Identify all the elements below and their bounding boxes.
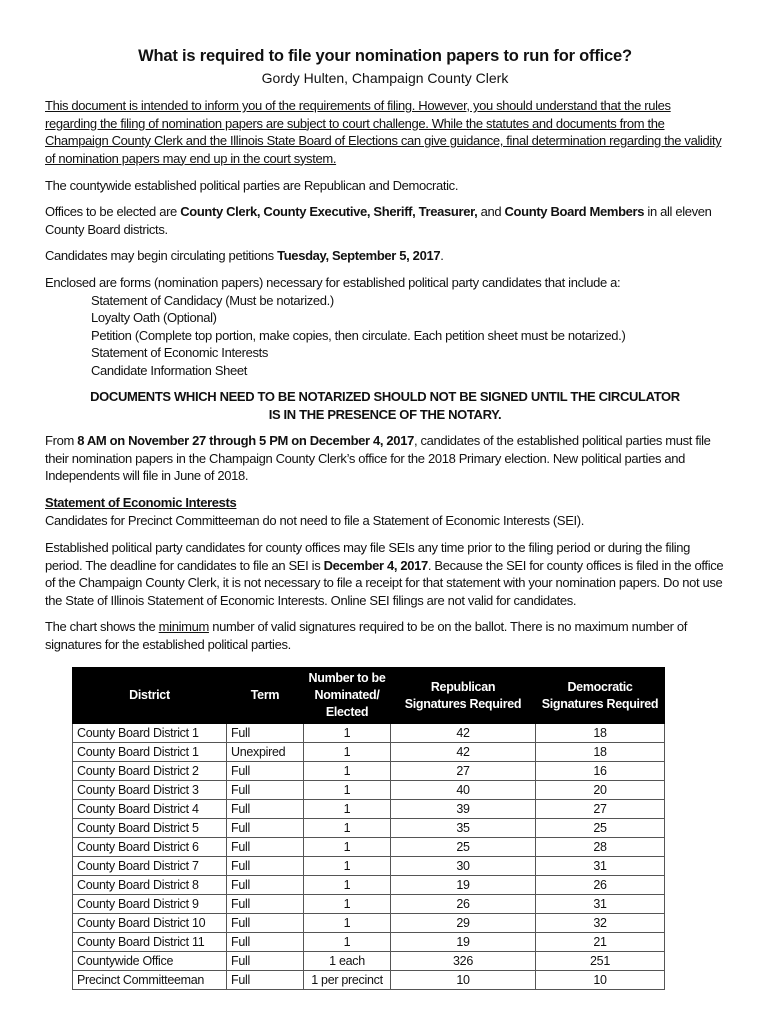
cell-term: Full — [227, 914, 304, 933]
cell-district: County Board District 3 — [73, 781, 227, 800]
signatures-table — [72, 667, 665, 990]
cell-number: 1 — [304, 895, 391, 914]
cell-term: Full — [227, 971, 304, 990]
cell-term: Full — [227, 952, 304, 971]
cell-district: County Board District 5 — [73, 819, 227, 838]
disclaimer-paragraph: This document is intended to inform you of the requirements of filing. However, you should understand that the rules regarding the filing of nomination papers are subject to court challenge. While the statutes and documents from the Champaign County Clerk and the Illinois State Board of Elections can give guidance, final determination regarding the validity of nomination papers may end up in the court system. — [45, 98, 722, 166]
table-row — [73, 971, 665, 990]
cell-dem: 251 — [536, 952, 665, 971]
cell-district: County Board District 2 — [73, 762, 227, 781]
cell-dem: 18 — [536, 743, 665, 762]
cell-number: 1 — [304, 838, 391, 857]
cell-district: County Board District 1 — [73, 724, 227, 743]
cell-district: County Board District 4 — [73, 800, 227, 819]
table-row — [73, 933, 665, 952]
cell-rep: 326 — [391, 952, 536, 971]
table-row — [73, 819, 665, 838]
cell-term: Full — [227, 895, 304, 914]
cell-number: 1 each — [304, 952, 391, 971]
cell-term: Full — [227, 838, 304, 857]
cell-dem: 27 — [536, 800, 665, 819]
table-row — [73, 857, 665, 876]
table-row — [73, 952, 665, 971]
cell-term: Full — [227, 800, 304, 819]
chart-intro-paragraph: The chart shows the minimum number of valid signatures required to be on the ballot. There is no maximum number of signatures for the established political parties. — [45, 619, 687, 652]
cell-district: County Board District 8 — [73, 876, 227, 895]
cell-number: 1 — [304, 819, 391, 838]
cell-dem: 21 — [536, 933, 665, 952]
page-title: What is required to file your nomination papers to run for office? — [138, 47, 632, 65]
cell-number: 1 — [304, 857, 391, 876]
cell-dem: 18 — [536, 724, 665, 743]
cell-rep: 39 — [391, 800, 536, 819]
cell-dem: 26 — [536, 876, 665, 895]
header-republican: Republican Signatures Required — [391, 668, 536, 724]
cell-term: Full — [227, 876, 304, 895]
list-item: Statement of Candidacy (Must be notarized.) — [91, 292, 334, 308]
header-number: Number to be Nominated/ Elected — [304, 668, 391, 724]
cell-dem: 32 — [536, 914, 665, 933]
cell-number: 1 per precinct — [304, 971, 391, 990]
cell-dem: 10 — [536, 971, 665, 990]
cell-rep: 26 — [391, 895, 536, 914]
cell-number: 1 — [304, 743, 391, 762]
filing-period-paragraph: From 8 AM on November 27 through 5 PM on December 4, 2017, candidates of the established political parties must file their nomination papers in the Champaign County Clerk’s office for the 2018 Primary election. New political parties and Independents will file in June of 2018. — [45, 433, 711, 483]
cell-dem: 20 — [536, 781, 665, 800]
table-header-row — [73, 668, 665, 724]
cell-rep: 42 — [391, 724, 536, 743]
cell-term: Full — [227, 762, 304, 781]
circulate-paragraph: Candidates may begin circulating petitions Tuesday, September 5, 2017. — [45, 248, 444, 263]
cell-dem: 25 — [536, 819, 665, 838]
header-democratic: Democratic Signatures Required — [536, 668, 665, 724]
header-district: District — [73, 668, 227, 724]
cell-dem: 31 — [536, 857, 665, 876]
cell-number: 1 — [304, 781, 391, 800]
cell-district: County Board District 10 — [73, 914, 227, 933]
cell-dem: 28 — [536, 838, 665, 857]
page-subtitle: Gordy Hulten, Champaign County Clerk — [261, 70, 509, 86]
cell-district: Countywide Office — [73, 952, 227, 971]
cell-term: Full — [227, 724, 304, 743]
cell-number: 1 — [304, 724, 391, 743]
cell-district: County Board District 11 — [73, 933, 227, 952]
cell-rep: 29 — [391, 914, 536, 933]
table-row — [73, 800, 665, 819]
cell-dem: 31 — [536, 895, 665, 914]
sei-section — [45, 494, 725, 529]
cell-district: County Board District 1 — [73, 743, 227, 762]
list-item: Petition (Complete top portion, make copies, then circulate. Each petition sheet must be notarized.) — [91, 327, 626, 343]
cell-rep: 25 — [391, 838, 536, 857]
cell-district: Precinct Committeeman — [73, 971, 227, 990]
table-row — [73, 762, 665, 781]
list-item: Loyalty Oath (Optional) — [91, 310, 217, 325]
cell-number: 1 — [304, 914, 391, 933]
sei-line: Candidates for Precinct Committeeman do not need to file a Statement of Economic Interests (SEI). — [45, 512, 585, 528]
cell-rep: 35 — [391, 819, 536, 838]
cell-district: County Board District 9 — [73, 895, 227, 914]
sei-heading: Statement of Economic Interests — [45, 495, 237, 510]
cell-term: Unexpired — [227, 743, 304, 762]
cell-term: Full — [227, 857, 304, 876]
cell-term: Full — [227, 819, 304, 838]
cell-district: County Board District 7 — [73, 857, 227, 876]
cell-number: 1 — [304, 800, 391, 819]
table-row — [73, 724, 665, 743]
list-item: Candidate Information Sheet — [91, 362, 248, 378]
enclosed-intro: Enclosed are forms (nomination papers) necessary for established political party candidates that include a: — [45, 275, 621, 290]
table-row — [73, 743, 665, 762]
cell-number: 1 — [304, 876, 391, 895]
cell-dem: 16 — [536, 762, 665, 781]
cell-district: County Board District 6 — [73, 838, 227, 857]
cell-rep: 40 — [391, 781, 536, 800]
table-row — [73, 895, 665, 914]
enclosed-forms-list — [45, 274, 725, 379]
table-body — [73, 724, 665, 990]
notary-warning: DOCUMENTS WHICH NEED TO BE NOTARIZED SHOULD NOT BE SIGNED UNTIL THE CIRCULATOR IS IN THE PRESENCE OF THE NOTARY. — [90, 389, 680, 422]
header-term: Term — [227, 668, 304, 724]
cell-rep: 30 — [391, 857, 536, 876]
cell-number: 1 — [304, 933, 391, 952]
cell-rep: 27 — [391, 762, 536, 781]
table-row — [73, 876, 665, 895]
table-row — [73, 914, 665, 933]
cell-rep: 19 — [391, 876, 536, 895]
cell-term: Full — [227, 933, 304, 952]
cell-rep: 10 — [391, 971, 536, 990]
cell-rep: 42 — [391, 743, 536, 762]
parties-paragraph: The countywide established political parties are Republican and Democratic. — [45, 178, 459, 193]
offices-paragraph: Offices to be elected are County Clerk, County Executive, Sheriff, Treasurer, and County Board Members in all eleven County Board districts. — [45, 204, 712, 237]
cell-term: Full — [227, 781, 304, 800]
cell-number: 1 — [304, 762, 391, 781]
sei-paragraph: Established political party candidates for county offices may file SEIs any time prior to the filing period or during the filing period. The deadline for candidates to file an SEI is December 4, 2017. Because the SEI for county offices is filed in the office of the Champaign County Clerk, it is not necessary to file a receipt for that statement with your nomination papers. Do not use the State of Illinois Statement of Economic Interests. Online SEI filings are not valid for candidates. — [45, 540, 724, 608]
table-row — [73, 838, 665, 857]
cell-rep: 19 — [391, 933, 536, 952]
list-item: Statement of Economic Interests — [91, 345, 269, 360]
table-row — [73, 781, 665, 800]
